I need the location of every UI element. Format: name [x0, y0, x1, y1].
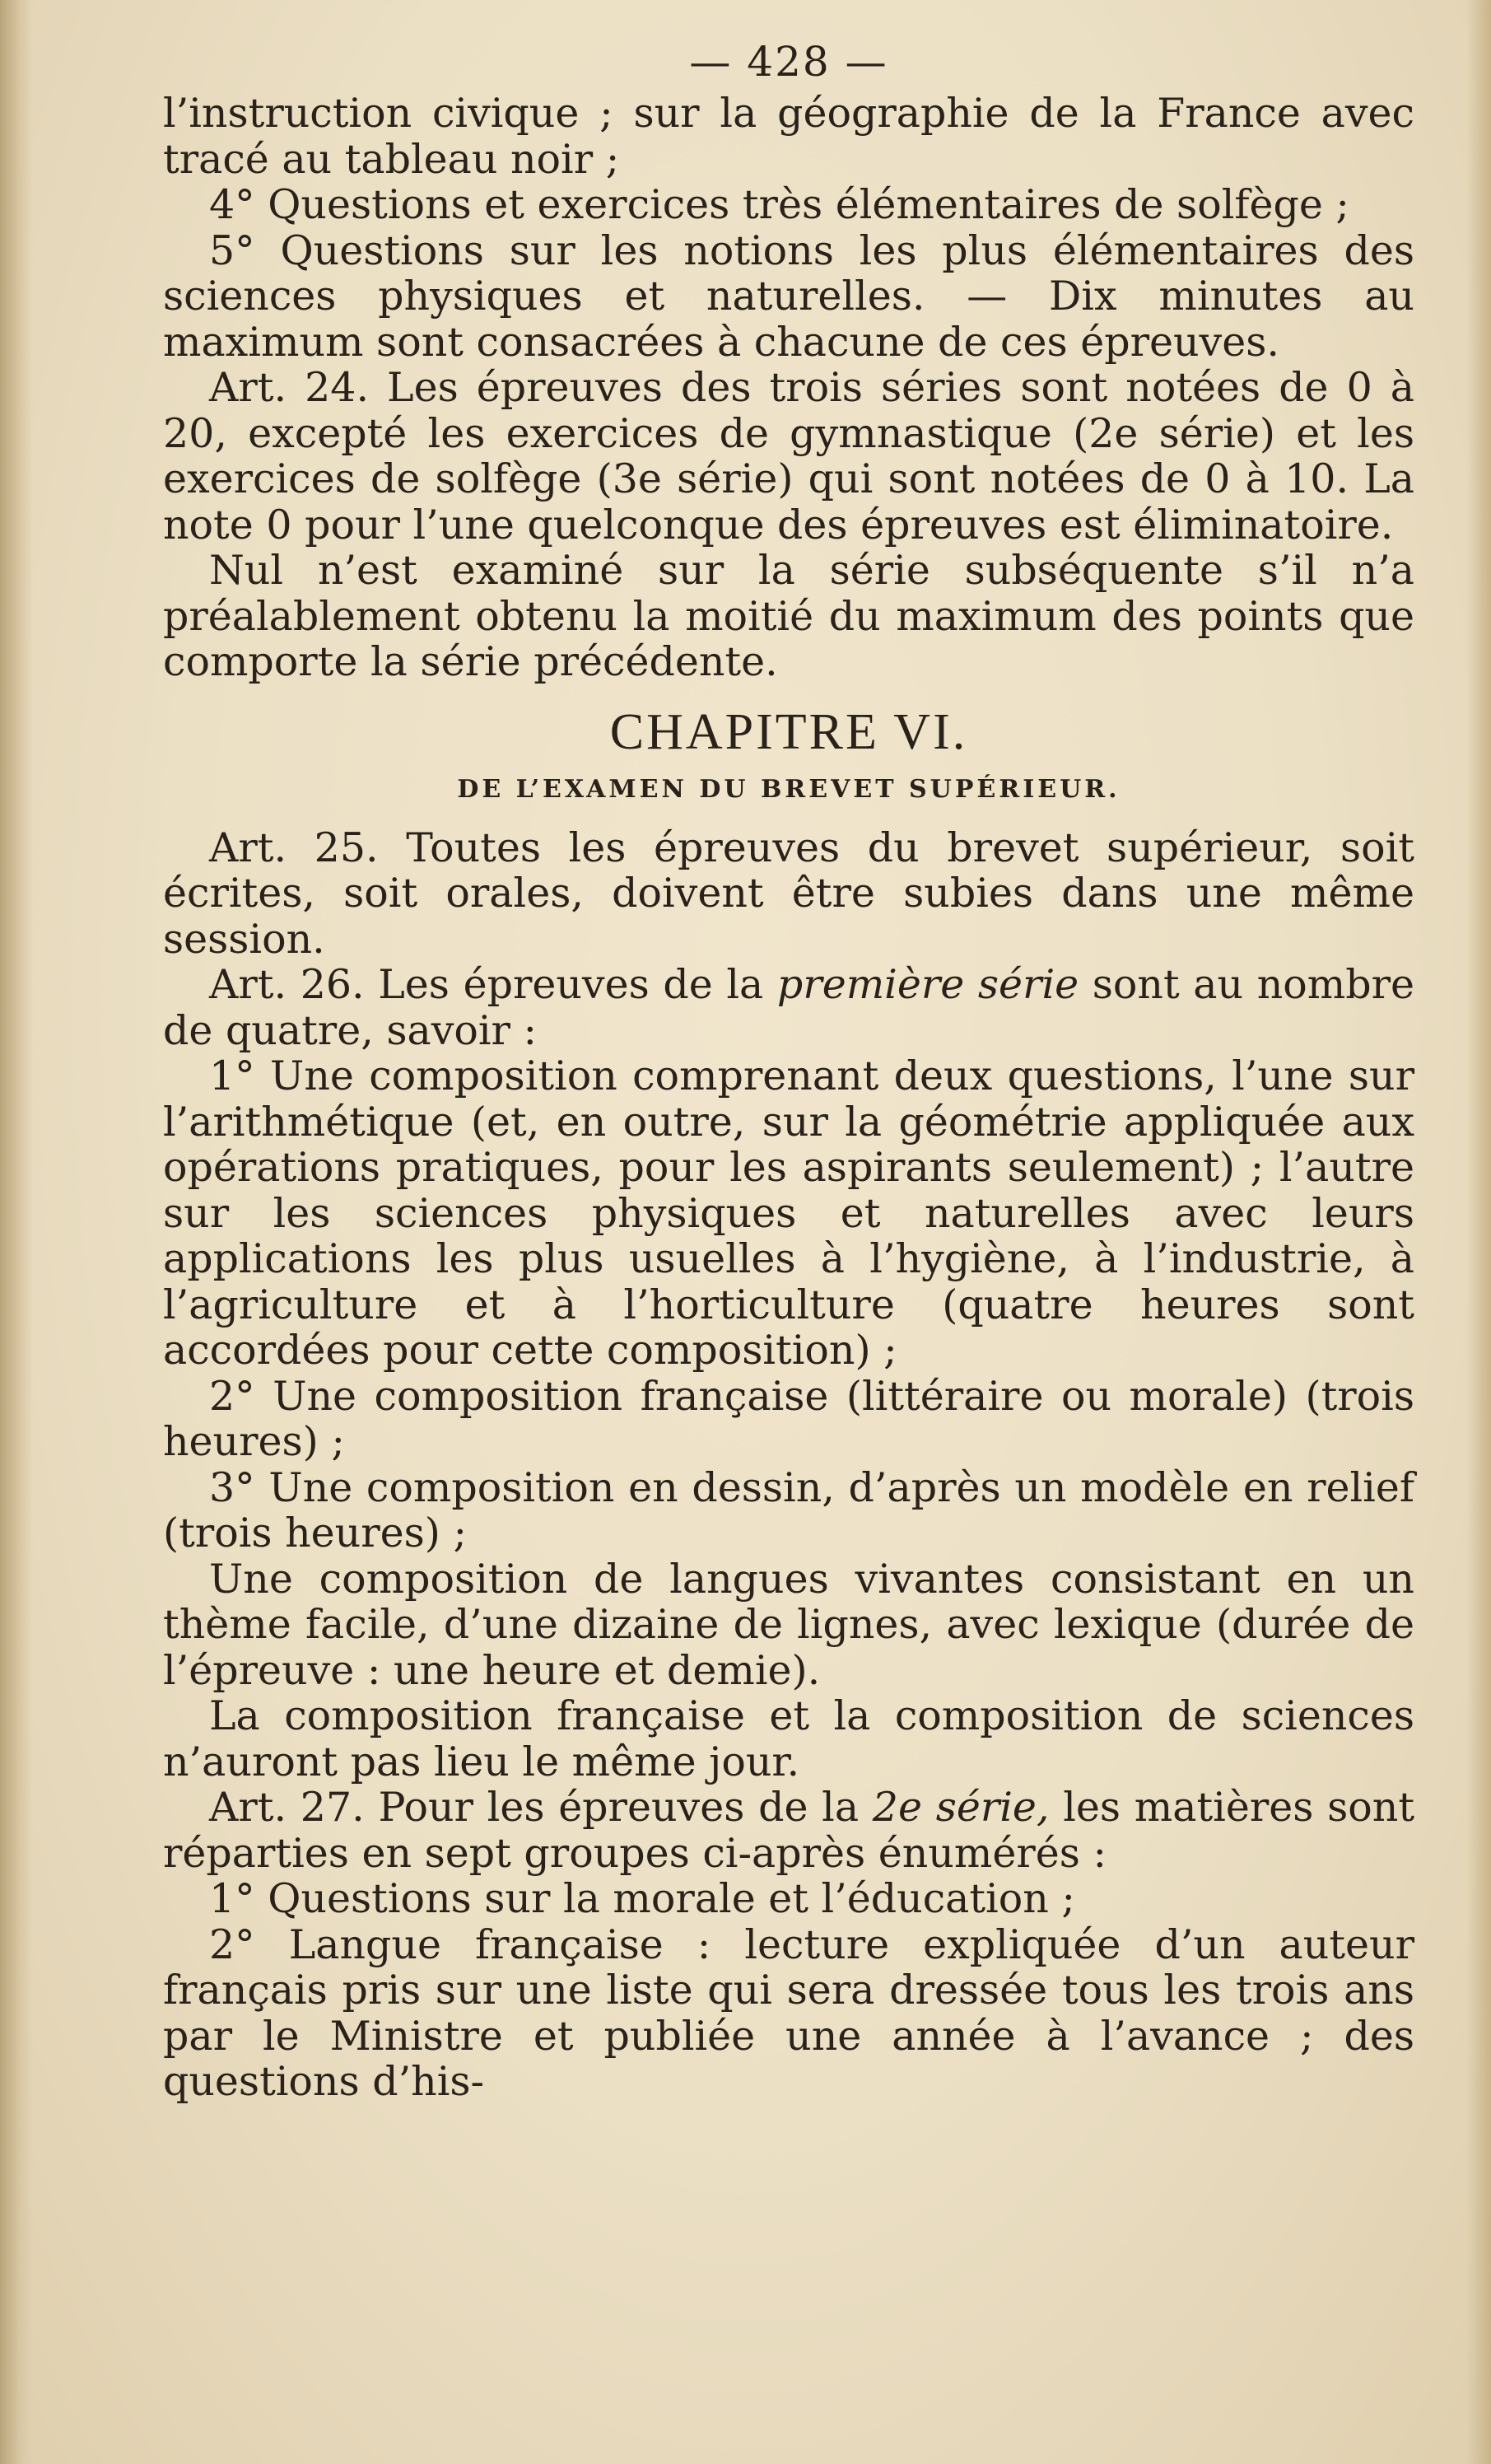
- paragraph-serie-subsequente: Nul n’est examiné sur la série subséquente s’il n’a préalablement obtenu la moitié du maximum des points que comporte la série précédente.: [163, 547, 1414, 685]
- paragraph-instruction-civique: l’instruction civique ; sur la géographie de la France avec tracé au tableau noir ;: [163, 90, 1414, 183]
- item-langue-francaise: 2° Langue française : lecture expliquée d’un auteur français pris sur une liste qui sera dressée tous les trois ans par le Ministre et publiée une année à l’avance ; des questions d’his-: [163, 1920, 1414, 2105]
- article-24: Art. 24. Les épreuves des trois séries sont notées de 0 à 20, excepté les exercices de gymnastique (2e série) et les exercices de solfège (3e série) qui sont notées de 0 à 10. La note 0 pour l’une quelconque des épreuves est éliminatoire.: [163, 364, 1414, 548]
- item-composition-dessin: 3° Une composition en dessin, d’après un modèle en relief (trois heures) ;: [163, 1463, 1414, 1556]
- article-26: [163, 962, 1414, 1053]
- item-sciences-physiques: 5° Questions sur les notions les plus élémentaires des sciences physiques et naturelles. — Dix minutes au maximum sont consacrées à chacune de ces épreuves.: [163, 226, 1414, 366]
- item-solfege: 4° Questions et exercices très élémentaires de solfège ;: [209, 181, 1349, 228]
- article-27-lead: Art. 27. Pour les épreuves de la: [209, 1784, 873, 1831]
- item-composition-arithmetique: 1° Une composition comprenant deux questions, l’une sur l’arithmétique (et, en outre, sur la géométrie appliquée aux opérations pratiques, pour les aspirants seulement) ; l’autre sur les sciences physiques et naturelles avec leurs applications les plus usuelles à l’hygiène, à l’industrie, à l’agriculture et à l’horticulture (quatre heures sont accordées pour cette composition) ;: [163, 1052, 1414, 1374]
- chapter-subtitle: DE L’EXAMEN DU BREVET SUPÉRIEUR.: [457, 774, 1121, 804]
- item-langues-vivantes: Une composition de langues vivantes consistant en un thème facile, d’une dizaine de lignes, avec lexique (durée de l’épreuve : une heure et demie).: [163, 1555, 1414, 1694]
- article-26-lead: Art. 26. Les épreuves de la: [209, 961, 777, 1008]
- page-left-edge: [0, 0, 33, 2464]
- page-right-edge: [1466, 0, 1491, 2464]
- article-25: Art. 25. Toutes les épreuves du brevet supérieur, soit écrites, soit orales, doivent être subies dans une même session.: [163, 824, 1414, 963]
- item-composition-francaise: 2° Une composition française (littéraire ou morale) (trois heures) ;: [163, 1372, 1414, 1465]
- article-26-emphasis: première série: [776, 961, 1079, 1008]
- chapter-title: CHAPITRE VI.: [609, 703, 968, 760]
- item-morale-education: 1° Questions sur la morale et l’éducation ;: [209, 1875, 1075, 1922]
- paragraph-meme-jour: La composition française et la composition de sciences n’auront pas lieu le même jour.: [163, 1692, 1414, 1785]
- page-text-block: [163, 33, 1414, 2105]
- article-27-rest: les matières sont réparties en sept groupes ci-après énumérés :: [163, 1784, 1415, 1877]
- article-27: [163, 1785, 1414, 1876]
- page-number: — 428 —: [689, 38, 888, 86]
- article-27-emphasis: 2e série,: [872, 1784, 1050, 1831]
- article-26-rest: sont au nombre de quatre, savoir :: [163, 961, 1414, 1054]
